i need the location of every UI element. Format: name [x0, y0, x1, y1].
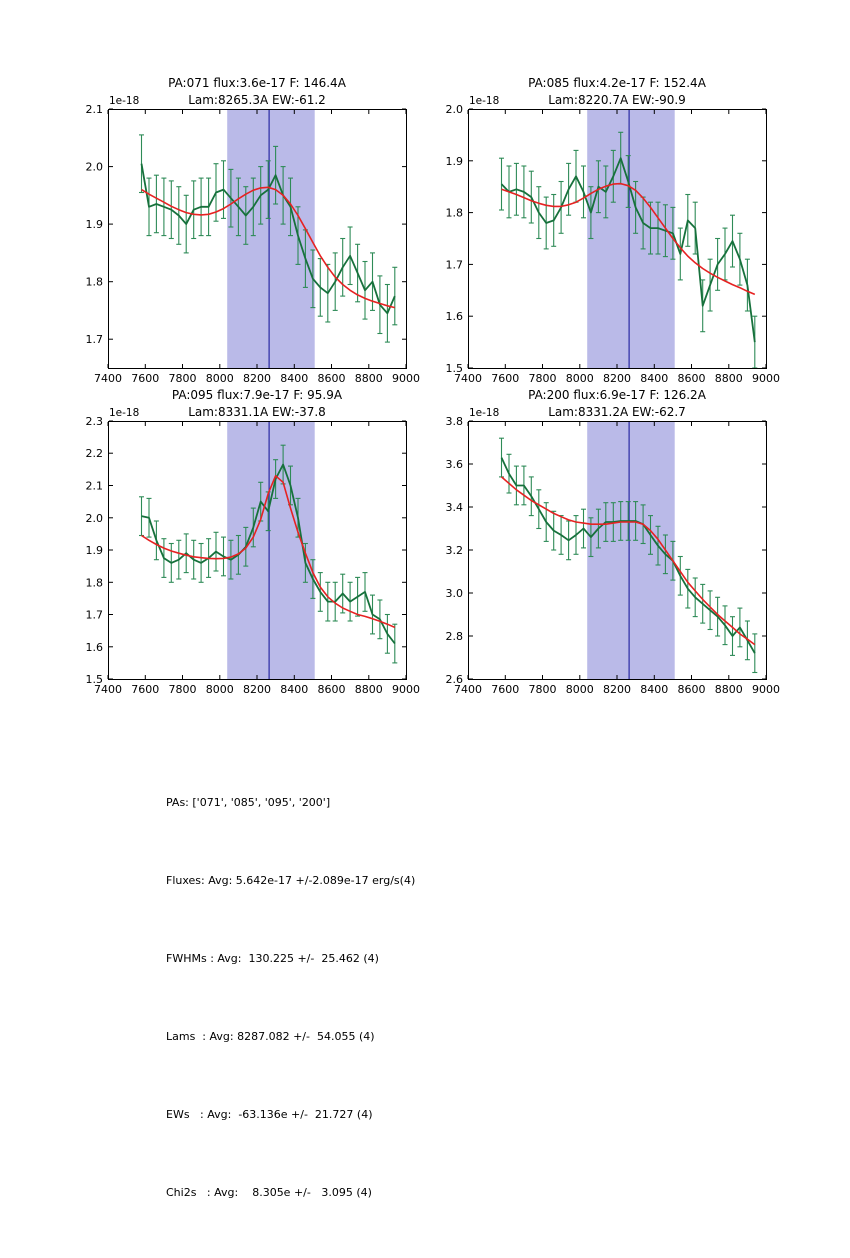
y-tick-label: 2.2	[85, 447, 103, 461]
fit-window-band	[227, 421, 315, 679]
y-tick-label: 1.7	[85, 333, 103, 347]
x-tick-label: 7600	[491, 683, 520, 696]
x-tick-label: 7400	[94, 372, 122, 385]
x-tick-label: 7800	[168, 372, 197, 385]
x-tick-label: 7600	[491, 372, 520, 385]
x-tick-label: 9000	[392, 683, 420, 696]
x-tick-label: 8000	[205, 372, 234, 385]
y-tick-label: 1.5	[85, 673, 103, 686]
x-tick-label: 7400	[94, 683, 122, 696]
y-tick-label: 2.0	[445, 103, 463, 116]
x-tick-label: 9000	[752, 372, 780, 385]
summary-line-pas: PAs: ['071', '085', '095', '200']	[166, 796, 331, 809]
x-tick-label: 8000	[565, 683, 594, 696]
subplot-title-line1: PA:071 flux:3.6e-17 F: 146.4A	[168, 76, 346, 90]
fit-window-band	[227, 109, 315, 368]
x-tick-label: 8600	[677, 372, 706, 385]
subplot-4	[446, 388, 781, 696]
y-tick-label: 2.6	[445, 673, 463, 686]
x-tick-label: 9000	[752, 683, 780, 696]
y-tick-label: 3.2	[445, 544, 463, 557]
summary-line-ews: EWs : Avg: -63.136e +/- 21.727 (4)	[166, 1108, 373, 1121]
x-tick-label: 8400	[280, 683, 309, 696]
y-offset-label: 1e-18	[109, 95, 140, 107]
x-tick-label: 7800	[168, 683, 197, 696]
x-tick-label: 8400	[640, 683, 669, 696]
subplot-title-line2: Lam:8265.3A EW:-61.2	[188, 93, 326, 107]
x-tick-label: 8800	[354, 372, 383, 385]
y-tick-label: 2.0	[85, 511, 103, 525]
y-tick-label: 3.6	[445, 458, 463, 471]
x-tick-label: 8000	[565, 372, 594, 385]
subplot-title-line1: PA:085 flux:4.2e-17 F: 152.4A	[528, 76, 706, 90]
x-tick-label: 8400	[640, 372, 669, 385]
x-tick-label: 8600	[677, 683, 706, 696]
y-tick-label: 3.0	[445, 587, 463, 600]
x-tick-label: 8200	[243, 683, 271, 696]
y-tick-label: 1.6	[85, 640, 103, 654]
summary-block	[166, 738, 415, 1258]
y-tick-label: 2.3	[85, 415, 103, 428]
x-tick-label: 7600	[131, 372, 160, 385]
y-tick-label: 2.1	[85, 103, 103, 116]
y-offset-label: 1e-18	[469, 407, 500, 419]
x-tick-label: 7800	[528, 683, 557, 696]
y-tick-label: 1.8	[85, 576, 103, 590]
summary-line-lams: Lams : Avg: 8287.082 +/- 54.055 (4)	[166, 1030, 375, 1043]
y-tick-label: 1.8	[85, 275, 103, 289]
x-tick-label: 7400	[454, 372, 482, 385]
x-tick-label: 8200	[243, 372, 271, 385]
y-tick-label: 1.9	[85, 544, 103, 557]
x-tick-label: 9000	[392, 372, 420, 385]
x-tick-label: 8600	[317, 372, 346, 385]
y-tick-label: 1.8	[445, 206, 463, 220]
y-tick-label: 1.9	[445, 154, 463, 168]
y-tick-label: 1.7	[445, 258, 463, 272]
y-tick-label: 1.7	[85, 608, 103, 622]
y-tick-label: 1.9	[85, 218, 103, 232]
y-tick-label: 3.4	[445, 501, 463, 514]
y-tick-label: 2.1	[85, 479, 103, 493]
subplot-title-line2: Lam:8220.7A EW:-90.9	[548, 93, 686, 107]
y-offset-label: 1e-18	[109, 407, 140, 419]
x-tick-label: 8800	[354, 683, 383, 696]
subplot-2	[446, 76, 781, 385]
summary-line-fwhms: FWHMs : Avg: 130.225 +/- 25.462 (4)	[166, 952, 379, 965]
subplot-3	[86, 388, 421, 696]
x-tick-label: 7600	[131, 683, 160, 696]
x-tick-label: 7400	[454, 683, 482, 696]
y-tick-label: 2.0	[85, 160, 103, 174]
x-tick-label: 8400	[280, 372, 309, 385]
y-tick-label: 1.5	[445, 362, 463, 375]
x-tick-label: 7800	[528, 372, 557, 385]
y-tick-label: 3.8	[445, 415, 463, 428]
y-tick-label: 2.8	[445, 630, 463, 643]
subplot-title-line2: Lam:8331.2A EW:-62.7	[548, 405, 686, 419]
x-tick-label: 8200	[603, 683, 631, 696]
summary-line-fluxes: Fluxes: Avg: 5.642e-17 +/-2.089e-17 erg/s(4)	[166, 874, 416, 887]
summary-line-chi2s: Chi2s : Avg: 8.305e +/- 3.095 (4)	[166, 1186, 372, 1199]
subplot-title-line1: PA:095 flux:7.9e-17 F: 95.9A	[171, 388, 343, 402]
subplot-title-line1: PA:200 flux:6.9e-17 F: 126.2A	[528, 388, 706, 402]
subplot-1	[86, 76, 421, 385]
x-tick-label: 8600	[317, 683, 346, 696]
subplot-title-line2: Lam:8331.1A EW:-37.8	[188, 405, 326, 419]
x-tick-label: 8800	[714, 372, 743, 385]
x-tick-label: 8200	[603, 372, 631, 385]
x-tick-label: 8800	[714, 683, 743, 696]
y-tick-label: 1.6	[445, 310, 463, 324]
y-offset-label: 1e-18	[469, 95, 500, 107]
x-tick-label: 8000	[205, 683, 234, 696]
fit-window-band	[587, 109, 675, 368]
